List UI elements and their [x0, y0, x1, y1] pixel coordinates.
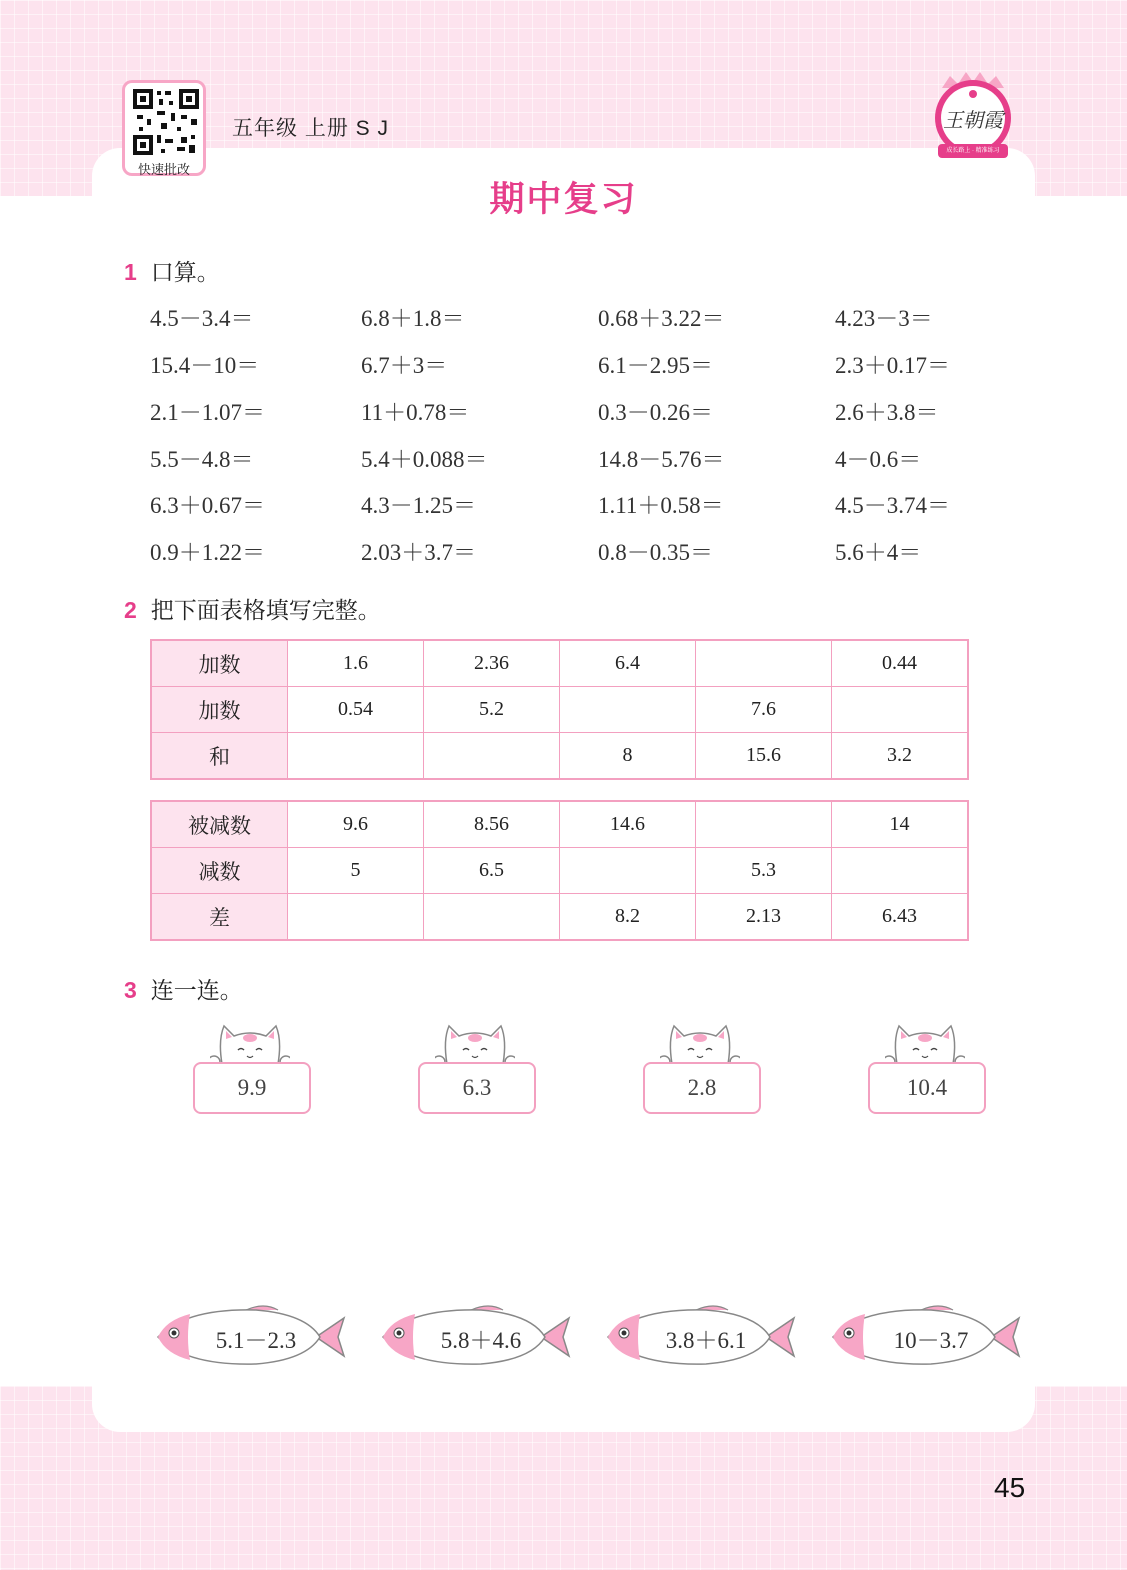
table-cell[interactable] [560, 848, 696, 894]
table-cell[interactable] [696, 801, 832, 848]
cat-icon [210, 1018, 290, 1068]
mental-math-item[interactable]: 4.3－1.25＝ [361, 493, 476, 518]
table-cell[interactable]: 0.54 [288, 687, 424, 733]
mental-math-item[interactable]: 5.4＋0.088＝ [361, 447, 488, 472]
mental-math-item[interactable]: 15.4－10＝ [150, 353, 260, 378]
grade-label: 五年级 上册 S J [232, 117, 390, 140]
mental-math-item[interactable]: 2.3＋0.17＝ [835, 353, 950, 378]
publisher-logo [930, 70, 1016, 162]
table-cell[interactable]: 6.43 [832, 894, 969, 941]
mental-math-item[interactable]: 4.23－3＝ [835, 306, 933, 331]
table-cell[interactable]: 8.2 [560, 894, 696, 941]
mental-math-item[interactable]: 0.8－0.35＝ [598, 540, 713, 565]
table-cell[interactable]: 6.4 [560, 640, 696, 687]
page-number: 45 [994, 1472, 1026, 1503]
mental-math-item[interactable]: 2.6＋3.8＝ [835, 400, 939, 425]
fish-expression: 10－3.7 [893, 1328, 969, 1353]
row-header: 减数 [151, 848, 288, 894]
table-cell[interactable]: 14.6 [560, 801, 696, 848]
table-row [151, 733, 968, 780]
table-cell[interactable]: 5.2 [424, 687, 560, 733]
mental-math-item[interactable]: 6.1－2.95＝ [598, 353, 713, 378]
fish-card[interactable] [606, 1304, 796, 1370]
mental-math-item[interactable]: 14.8－5.76＝ [598, 447, 725, 472]
subtraction-table [150, 800, 969, 941]
table-cell[interactable]: 0.44 [832, 640, 969, 687]
mental-math-item[interactable]: 2.1－1.07＝ [150, 400, 265, 425]
section-number: 1 [124, 259, 137, 285]
table-cell[interactable] [560, 687, 696, 733]
table-cell[interactable]: 8.56 [424, 801, 560, 848]
fish-card[interactable] [156, 1304, 346, 1370]
mental-math-item[interactable]: 6.8＋1.8＝ [361, 306, 465, 331]
table-cell[interactable]: 2.13 [696, 894, 832, 941]
qr-code-box[interactable] [122, 80, 206, 176]
table-cell[interactable]: 5 [288, 848, 424, 894]
cat-icon [660, 1018, 740, 1068]
section-2-heading [124, 592, 381, 625]
table-cell[interactable]: 2.36 [424, 640, 560, 687]
cat-value: 2.8 [643, 1062, 761, 1114]
fish-expression: 5.1－2.3 [215, 1328, 297, 1353]
table-cell[interactable] [832, 848, 969, 894]
table-cell[interactable] [424, 733, 560, 780]
table-cell[interactable]: 1.6 [288, 640, 424, 687]
mental-math-item[interactable]: 6.3＋0.67＝ [150, 493, 265, 518]
addition-table [150, 639, 969, 780]
cat-value: 6.3 [418, 1062, 536, 1114]
mental-math-item[interactable]: 0.68＋3.22＝ [598, 306, 725, 331]
cat-card[interactable] [193, 1018, 311, 1118]
section-title: 把下面表格填写完整。 [150, 597, 381, 623]
qr-code-icon [133, 89, 199, 155]
logo-text: 王朝霞 [943, 108, 1003, 132]
row-header: 和 [151, 733, 288, 780]
qr-caption: 快速批改 [137, 162, 190, 177]
fish-expression: 3.8＋6.1 [665, 1328, 747, 1353]
cat-value: 10.4 [868, 1062, 986, 1114]
table-row [151, 640, 968, 687]
section-title: 连一连。 [150, 977, 243, 1003]
fish-expression: 5.8＋4.6 [440, 1328, 522, 1353]
cat-card[interactable] [643, 1018, 761, 1118]
mental-math-item[interactable]: 2.03＋3.7＝ [361, 540, 476, 565]
mental-math-item[interactable]: 0.9＋1.22＝ [150, 540, 265, 565]
mental-math-item[interactable]: 4.5－3.74＝ [835, 493, 950, 518]
table-row [151, 848, 968, 894]
fish-card[interactable] [381, 1304, 571, 1370]
mental-math-item[interactable]: 1.11＋0.58＝ [598, 493, 724, 518]
cat-card[interactable] [418, 1018, 536, 1118]
cat-icon [885, 1018, 965, 1068]
section-3-heading [124, 972, 243, 1005]
row-header: 加数 [151, 687, 288, 733]
row-header: 被减数 [151, 801, 288, 848]
table-cell[interactable] [696, 640, 832, 687]
mental-math-item[interactable]: 0.3－0.26＝ [598, 400, 713, 425]
table-cell[interactable]: 5.3 [696, 848, 832, 894]
table-cell[interactable] [424, 894, 560, 941]
table-cell[interactable] [288, 894, 424, 941]
content-card [92, 148, 1035, 1432]
table-cell[interactable]: 14 [832, 801, 969, 848]
mental-math-item[interactable]: 6.7＋3＝ [361, 353, 448, 378]
mental-math-item[interactable]: 4.5－3.4＝ [150, 306, 254, 331]
table-cell[interactable]: 8 [560, 733, 696, 780]
logo-subtext: 成长路上 · 精准练习 [946, 148, 1000, 154]
table-row [151, 687, 968, 733]
row-header: 加数 [151, 640, 288, 687]
section-number: 2 [124, 597, 137, 623]
mental-math-item[interactable]: 11＋0.78＝ [361, 400, 470, 425]
table-cell[interactable]: 7.6 [696, 687, 832, 733]
section-1-heading [124, 254, 220, 287]
page-title: 期中复习 [489, 180, 638, 220]
cat-card[interactable] [868, 1018, 986, 1118]
row-header: 差 [151, 894, 288, 941]
mental-math-item[interactable]: 5.5－4.8＝ [150, 447, 254, 472]
mental-math-item[interactable]: 5.6＋4＝ [835, 540, 922, 565]
table-cell[interactable]: 9.6 [288, 801, 424, 848]
table-cell[interactable] [832, 687, 969, 733]
table-row [151, 894, 968, 941]
table-row [151, 801, 968, 848]
mental-math-item[interactable]: 4－0.6＝ [835, 447, 922, 472]
section-number: 3 [124, 977, 137, 1003]
cat-icon [435, 1018, 515, 1068]
table-cell[interactable]: 3.2 [832, 733, 969, 780]
table-cell[interactable]: 6.5 [424, 848, 560, 894]
section-title: 口算。 [150, 259, 220, 285]
table-cell[interactable] [288, 733, 424, 780]
cat-value: 9.9 [193, 1062, 311, 1114]
fish-card[interactable] [831, 1304, 1021, 1370]
table-cell[interactable]: 15.6 [696, 733, 832, 780]
